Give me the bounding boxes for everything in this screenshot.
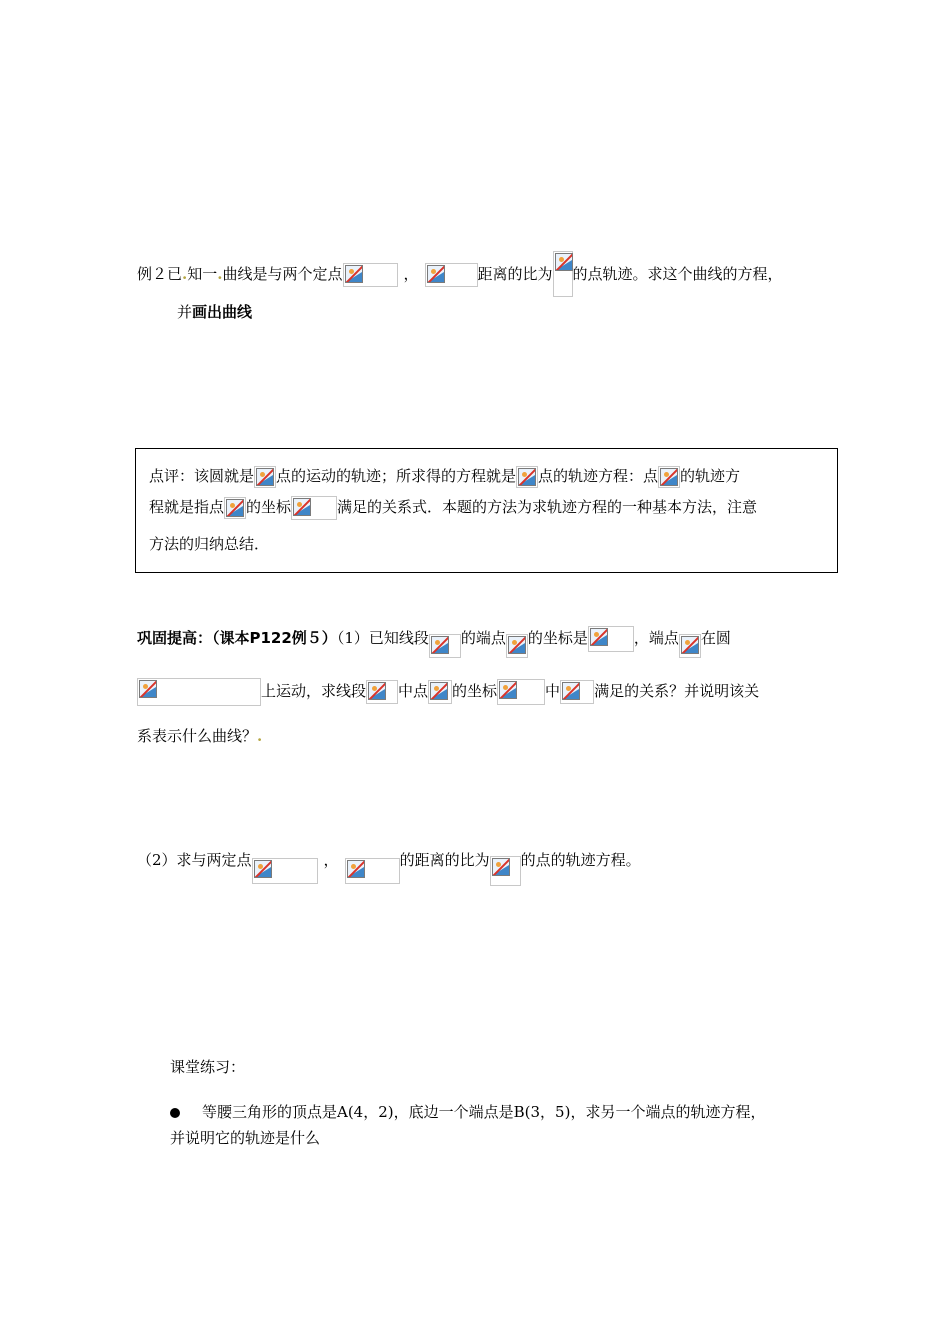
broken-image-icon	[508, 636, 526, 654]
formula-image-placeholder	[428, 680, 452, 704]
practice-item-1-line-1: 等腰三角形的顶点是A(4，2)，底边一个端点是B(3，5)，求另一个端点的轨迹方程，	[170, 1102, 765, 1122]
dot-mark: .	[182, 265, 188, 283]
formula-image-placeholder	[588, 626, 634, 652]
consolidate-line-1: 巩固提高：（课本P122例５）（1）已知线段 的端点 的坐标是 ，端点 在圆	[137, 626, 731, 658]
formula-image-placeholder	[560, 680, 594, 704]
broken-image-icon	[345, 265, 363, 283]
formula-image-placeholder	[343, 263, 398, 287]
formula-image-placeholder	[345, 858, 400, 884]
broken-image-icon	[139, 680, 157, 698]
broken-image-icon	[555, 253, 573, 271]
bullet-icon	[170, 1108, 180, 1118]
broken-image-icon	[681, 636, 699, 654]
formula-image-placeholder	[252, 858, 318, 884]
broken-image-icon	[368, 682, 386, 700]
broken-image-icon	[590, 628, 608, 646]
formula-image-placeholder	[516, 466, 538, 488]
broken-image-icon	[293, 498, 311, 516]
broken-image-icon	[431, 636, 449, 654]
broken-image-icon	[254, 860, 272, 878]
comment-line-2: 程就是指点 的坐标 满足的关系式．本题的方法为求轨迹方程的一种基本方法，注意	[149, 496, 757, 520]
consolidate-line-3: 系表示什么曲线？.	[137, 727, 263, 745]
formula-image-placeholder	[425, 263, 478, 287]
formula-image-placeholder	[224, 497, 246, 519]
broken-image-icon	[499, 681, 517, 699]
dot-mark: .	[217, 265, 223, 283]
part-2-line: （2）求与两定点 ， 的距离的比为 的点的轨迹方程。	[137, 850, 641, 886]
practice-title: 课堂练习：	[170, 1058, 246, 1076]
broken-image-icon	[660, 468, 678, 486]
broken-image-icon	[492, 858, 510, 876]
consolidate-line-2: 上运动，求线段 中点 的坐标 中 满足的关系？并说明该关	[137, 678, 759, 706]
dot-mark: .	[257, 727, 263, 745]
broken-image-icon	[427, 265, 445, 283]
formula-image-placeholder	[553, 251, 573, 297]
broken-image-icon	[226, 499, 244, 517]
formula-image-placeholder	[137, 678, 261, 706]
section-title: 巩固提高：（课本P122例５）	[137, 629, 337, 647]
formula-image-placeholder	[679, 634, 701, 658]
formula-image-placeholder	[497, 679, 545, 705]
broken-image-icon	[562, 682, 580, 700]
formula-image-placeholder	[366, 680, 398, 704]
broken-image-icon	[518, 468, 536, 486]
example-2-line-2: 并画出曲线	[177, 303, 253, 321]
practice-item-1-line-2: 并说明它的轨迹是什么	[170, 1129, 321, 1147]
example-2-line-1: 例２已.知一.曲线是与两个定点 ， 距离的比为 的点轨迹。求这个曲线的方程，	[137, 263, 783, 297]
formula-image-placeholder	[291, 496, 337, 520]
formula-image-placeholder	[658, 466, 680, 488]
formula-image-placeholder	[506, 634, 528, 658]
formula-image-placeholder	[429, 634, 461, 658]
comment-line-1: 点评：该圆就是 点的运动的轨迹；所求得的方程就是 点的轨迹方程：点 的轨迹方	[149, 466, 740, 488]
formula-image-placeholder	[490, 856, 521, 886]
comment-line-3: 方法的归纳总结．	[149, 535, 270, 553]
broken-image-icon	[347, 860, 365, 878]
formula-image-placeholder	[254, 466, 276, 488]
broken-image-icon	[430, 682, 448, 700]
broken-image-icon	[256, 468, 274, 486]
